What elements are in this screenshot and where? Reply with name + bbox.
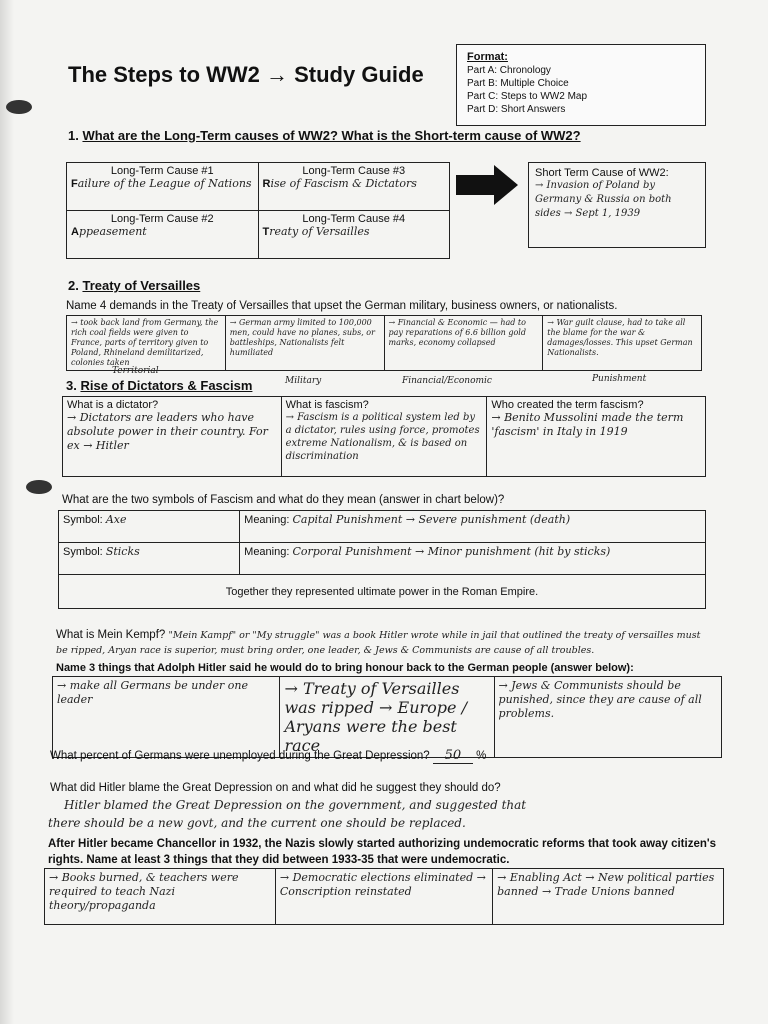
symbols-summary: Together they represented ultimate power in the Roman Empire. (59, 575, 706, 609)
q2-title: Treaty of Versailles (82, 278, 201, 293)
versailles-table (66, 315, 702, 371)
cause-letter: R (262, 178, 271, 190)
format-box (456, 44, 706, 126)
symbols-table (58, 510, 706, 609)
format-item: Part D: Short Answers (467, 104, 566, 115)
versailles-answer: → German army limited to 100,000 men, could have no planes, subs, or battleships, Nationalists felt humiliated (225, 316, 384, 371)
page-title: The Steps to WW2 → Study Guide (68, 62, 424, 87)
honour-answer: → Jews & Communists should be punished, since they are cause of all problems. (494, 677, 721, 758)
honour-answer: → Treaty of Versailles was ripped → Europe / Aryans were the best race (280, 677, 494, 758)
demand-tag: Territorial (112, 366, 159, 376)
versailles-answer: → took back land from Germany, the rich coal fields were given to France, parts of territory given to Poland, Rhineland demilitarized, colonies taken (67, 316, 226, 371)
fascism-label: What is fascism? (285, 399, 369, 411)
unemployed-unit: % (476, 750, 487, 762)
symbols-prompt: What are the two symbols of Fascism and what do they mean (answer in chart below)? (62, 494, 505, 506)
meaning-label: Meaning: (244, 546, 290, 558)
symbol-answer: Sticks (105, 545, 140, 558)
blame-prompt: What did Hitler blame the Great Depression on and what did he suggest they should do? (50, 782, 501, 794)
blame-answer: there should be a new govt, and the current one should be replaced. (48, 816, 466, 830)
demand-tag: Military (285, 376, 322, 386)
meaning-answer: Capital Punishment → Severe punishment (death) (292, 513, 571, 526)
q1-number: 1. (68, 128, 79, 143)
binder-ring (26, 480, 52, 494)
symbol-cell (59, 511, 240, 543)
arrow-right-icon (456, 165, 520, 205)
short-term-answer: → Invasion of Poland by Germany & Russia on both sides → Sept 1, 1939 (535, 180, 672, 219)
honour-prompt: Name 3 things that Adolph Hitler said he would do to bring honour back to the German people (answer below): (56, 662, 634, 674)
cause-letter: A (71, 226, 79, 238)
cause-cell (258, 163, 450, 211)
dictators-table (62, 396, 706, 477)
versailles-answer: → Financial & Economic — had to pay reparations of 6.6 billion gold marks, economy collapsed (384, 316, 543, 371)
undemocratic-answer: → Democratic elections eliminated → Conscription reinstated (275, 869, 492, 925)
versailles-answer: → War guilt clause, had to take all the blame for the war & damages/losses. This upset German Nationalists. (543, 316, 702, 371)
symbol-label: Symbol: (63, 546, 103, 558)
unemployed-answer: 50 (433, 748, 473, 764)
demand-tag: Financial/Economic (402, 376, 492, 386)
short-term-label: Short Term Cause of WW2: (535, 167, 669, 179)
q3-number: 3. (66, 378, 77, 393)
undemocratic-answer: → Books burned, & teachers were required to teach Nazi theory/propaganda (45, 869, 276, 925)
demand-tag: Punishment (592, 374, 647, 384)
meaning-answer: Corporal Punishment → Minor punishment (hit by sticks) (292, 545, 611, 558)
q3-title: Rise of Dictators & Fascism (80, 378, 253, 393)
term-answer: → Benito Mussolini made the term 'fascism' in Italy in 1919 (491, 411, 684, 438)
dictator-label: What is a dictator? (67, 399, 159, 411)
chancellor-prompt: After Hitler became Chancellor in 1932, the Nazis slowly started authorizing undemocratic reforms that took away citizen's rights. Name at least 3 things that they did between 1933-35 that were undemocratic. (48, 838, 716, 866)
cause-answer: ppeasement (78, 225, 147, 238)
symbol-label: Symbol: (63, 514, 103, 526)
symbol-cell (59, 543, 240, 575)
format-item: Part C: Steps to WW2 Map (467, 91, 588, 102)
cause-label: Long-Term Cause #2 (110, 213, 214, 225)
cause-cell (258, 211, 450, 259)
cause-label: Long-Term Cause #1 (110, 165, 214, 177)
mein-kampf-block (56, 628, 706, 658)
short-term-box (528, 162, 706, 248)
q2-number: 2. (68, 278, 79, 293)
q3-heading (66, 378, 252, 393)
dictator-answer: → Dictators are leaders who have absolute power in their country. For ex → Hitler (67, 411, 268, 452)
binder-ring (6, 100, 32, 114)
cause-cell (67, 211, 259, 259)
unemployed-block (50, 748, 486, 764)
cause-letter: T (262, 226, 270, 238)
undemocratic-table (44, 868, 724, 925)
binder-edge (0, 0, 14, 1024)
cause-cell (67, 163, 259, 211)
meaning-cell (240, 511, 706, 543)
fascism-cell (281, 397, 487, 477)
q1-question: What are the Long-Term causes of WW2? What is the Short-term cause of WW2? (82, 128, 581, 143)
q1-heading (68, 128, 581, 143)
cause-label: Long-Term Cause #3 (302, 165, 406, 177)
long-term-causes-table (66, 162, 450, 259)
mein-kampf-answer: "Mein Kampf" or "My struggle" was a book Hitler wrote while in jail that outlined the treaty of versailles must be ripped, Aryan race is superior, must bring order, one leader, & Jews & Communists are cause of all troubles. (56, 630, 701, 656)
undemocratic-answer: → Enabling Act → New political parties banned → Trade Unions banned (493, 869, 724, 925)
cause-answer: reaty of Versailles (269, 225, 370, 238)
blame-answer: Hitler blamed the Great Depression on the government, and suggested that (64, 798, 527, 812)
cause-answer: ailure of the League of Nations (77, 177, 252, 190)
meaning-cell (240, 543, 706, 575)
symbol-answer: Axe (105, 513, 127, 526)
term-label: Who created the term fascism? (491, 399, 644, 411)
honour-table (52, 676, 722, 758)
honour-answer: → make all Germans be under one leader (53, 677, 280, 758)
meaning-label: Meaning: (244, 514, 290, 526)
unemployed-prompt: What percent of Germans were unemployed during the Great Depression? (50, 750, 430, 762)
cause-label: Long-Term Cause #4 (302, 213, 406, 225)
term-cell (487, 397, 706, 477)
format-item: Part B: Multiple Choice (467, 78, 569, 89)
cause-answer: ise of Fascism & Dictators (270, 177, 417, 190)
q2-prompt: Name 4 demands in the Treaty of Versailles that upset the German military, business owners, or nationalists. (66, 300, 618, 312)
mein-kampf-prompt: What is Mein Kempf? (56, 629, 166, 641)
fascism-answer: → Fascism is a political system led by a dictator, rules using force, promotes extreme Nationalism, & is based on discrimination (285, 412, 480, 462)
dictator-cell (63, 397, 282, 477)
format-item: Part A: Chronology (467, 65, 551, 76)
format-heading: Format: (467, 51, 508, 63)
q2-heading (68, 278, 200, 293)
cause-letter: F (71, 178, 78, 190)
